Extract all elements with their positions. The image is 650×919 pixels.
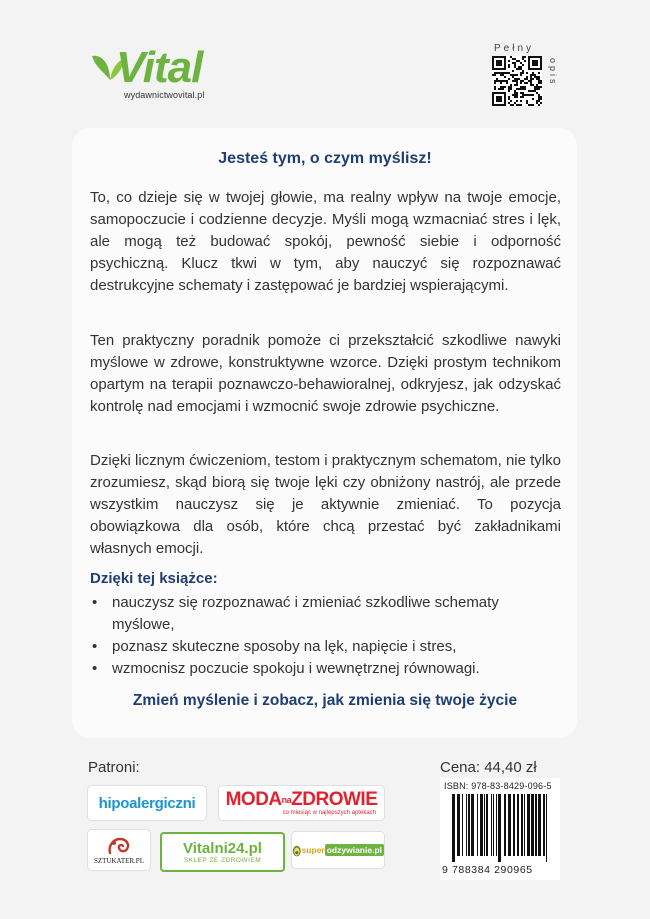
sponsor-moda-na-zdrowie-logo[interactable] [219,786,384,820]
sponsor-name: MODAnaZDROWIE [225,789,378,810]
sponsor-tagline: SKLEP ZE ZDROWIEM [183,856,262,864]
sponsor-hipoalergiczni-logo[interactable] [88,786,206,820]
barcode-digits: 9 788384 290965 [442,864,533,876]
list-item [90,636,561,658]
closing-tagline: Zmień myślenie i zobacz, jak zmienia się twoje życie [132,692,518,709]
bullet-icon: • [92,594,98,611]
sponsor-superodzywianie-logo[interactable] [292,832,384,868]
benefits-list [90,592,561,680]
benefits-title: Dzięki tej książce: [90,570,218,587]
list-item [90,658,561,680]
bullet-icon: • [92,638,98,655]
avocado-icon [292,837,302,863]
barcode-icon [448,794,552,862]
sztukater-emblem-icon [106,835,132,857]
paragraph-guide: Ten praktyczny poradnik pomoże ci przekształcić szkodliwe nawyki myślowe w zdrowe, konstruktywne wzorce. Dzięki prostym technikom opartym na terapii poznawczo-behawioralnej, odkryjesz, jak odzyskać kontrolę nad emocjami i wzmocnić swoje zdrowie psychiczne. [90,332,561,415]
sponsor-name: Vitalni24.pl [183,839,262,857]
sponsor-name-prefix: super [301,845,325,855]
bullet-icon: • [92,660,98,677]
benefit-text: poznasz skuteczne sposoby na lęk, napięcie i stres, [112,638,457,655]
sponsor-name: hipoalergiczni [98,794,196,812]
sponsor-name: SZTUKATER.PL [94,857,144,865]
benefit-text: wzmocnisz poczucie spokoju i wewnętrznej równowagi. [112,660,480,677]
patrons-label: Patroni: [88,759,140,776]
qr-code-icon[interactable] [492,56,542,106]
qr-label: Pełny [494,43,535,54]
sponsor-name: odzywianie.pl [326,845,382,855]
isbn-number: ISBN: 978-83-8429-096-5 [444,781,552,791]
isbn-barcode-box [440,778,560,880]
list-item [90,592,561,636]
qr-label-side: opis [548,58,558,87]
price-label: Cena: 44,40 zł [440,759,537,776]
benefit-text: nauczysz się rozpoznawać i zmieniać szkodliwe schematy myślowe, [112,594,499,633]
paragraph-intro: To, co dzieje się w twojej głowie, ma realny wpływ na twoje emocje, samopoczucie i codzienne decyzje. Myśli mogą wzmacniać stres i lęk, ale mogą też budować spokój, pewność siebie i odporność psychiczną. Klucz tkwi w tym, aby nauczyć się rozpoznawać destrukcyjne schematy i zastępować je bardziej wspierającymi. [90,189,561,294]
sponsor-vitalni24-logo[interactable] [160,832,285,872]
publisher-url[interactable]: wydawnictwovital.pl [124,90,205,100]
sponsor-tagline: co miesiąc w najlepszych aptekach [282,810,376,816]
headline: Jesteś tym, o czym myślisz! [218,150,432,167]
paragraph-exercises: Dzięki licznym ćwiczeniom, testom i praktycznym schematom, nie tylko zrozumiesz, skąd biorą się twoje lęki czy obniżony nastrój, ale przede wszystkim nauczysz się je aktywnie zmieniać. To pozycja obowiązkowa dla osób, które chcą przestać być zakładnikami własnych emocji. [90,452,561,557]
logo-wordmark: Vital [116,43,203,92]
publisher-logo [88,44,228,104]
sponsor-sztukater-logo[interactable] [88,830,150,870]
